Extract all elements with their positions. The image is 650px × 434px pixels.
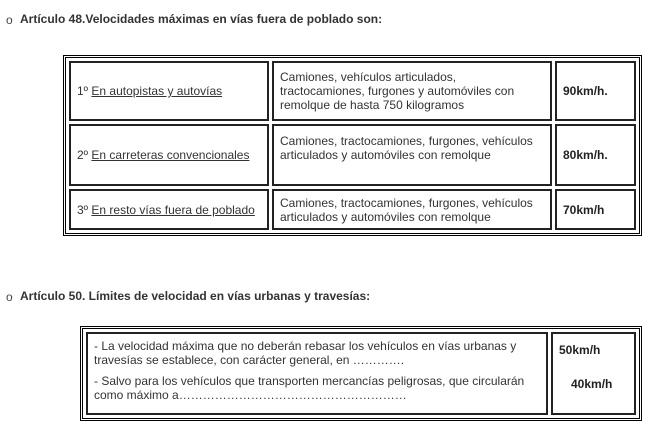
article-48-heading: Artículo 48.Velocidades máximas en vías fuera de poblado son: <box>20 12 383 26</box>
speed-limit-cell: 90km/h. <box>555 61 636 121</box>
urban-limit-general-text: - La velocidad máxima que no deberán rebasar los vehículos en vías urbanas y travesías se establece, con carácter general, en …………. <box>94 339 517 367</box>
speed-general: 50km/h <box>559 343 601 357</box>
article-50-heading: Artículo 50. Límites de velocidad en vías urbanas y travesías: <box>20 289 371 303</box>
vehicles-cell: Camiones, vehículos articulados, tractocamiones, furgones y automóviles con remolque de hasta 750 kilogramos <box>272 61 552 121</box>
bullet-article-48: o <box>6 13 13 27</box>
road-type-cell <box>69 124 269 186</box>
road-type-cell <box>69 61 269 121</box>
table-row <box>86 332 636 415</box>
table-row <box>69 124 636 186</box>
road-type-cell <box>69 189 269 230</box>
row-number: 2º <box>77 148 92 162</box>
link-carreteras-convencionales[interactable]: En carreteras convencionales <box>91 148 250 162</box>
table-row <box>69 189 636 230</box>
urban-limits-text-cell <box>86 332 548 415</box>
speed-limit-cell: 70km/h <box>555 189 636 230</box>
article-50-table <box>80 326 642 421</box>
link-autopistas-autovias[interactable]: En autopistas y autovías <box>91 84 223 98</box>
row-number: 1º <box>77 84 92 98</box>
dangerous-goods-text: - Salvo para los vehículos que transporten mercancías peligrosas, que circularán como máximo a………………………………………………… <box>94 374 525 402</box>
vehicles-cell: Camiones, tractocamiones, furgones, vehículos articulados y automóviles con remolque <box>272 124 552 186</box>
table-row <box>69 61 636 121</box>
article-48-table <box>63 55 642 236</box>
urban-speed-cell <box>551 332 636 415</box>
speed-dangerous-goods: 40km/h <box>571 377 613 391</box>
link-resto-vias[interactable]: En resto vías fuera de poblado <box>91 202 255 217</box>
row-number: 3º <box>77 202 92 217</box>
vehicles-cell: Camiones, tractocamiones, furgones, vehículos articulados y automóviles con remolque <box>272 189 552 230</box>
speed-limit-cell: 80km/h. <box>555 124 636 186</box>
bullet-article-50: o <box>6 290 13 304</box>
